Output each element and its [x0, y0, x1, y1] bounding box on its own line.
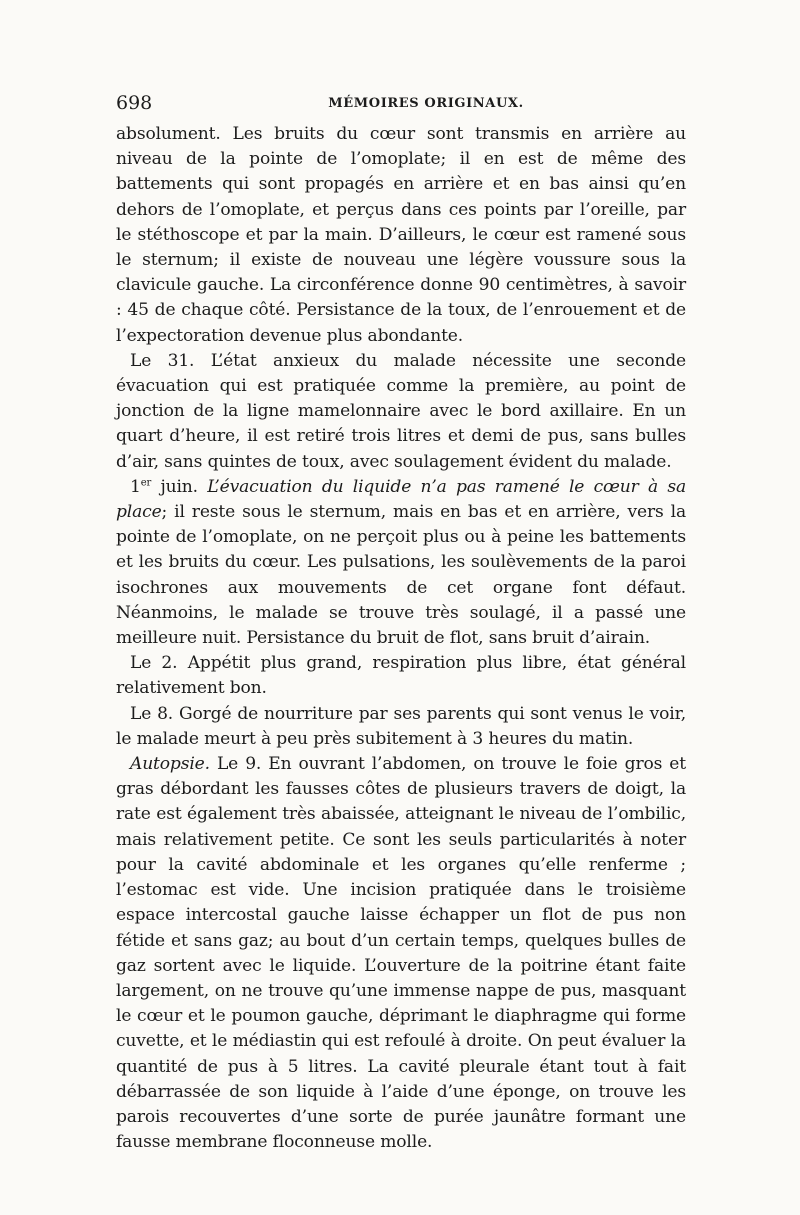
body-text — [116, 122, 686, 1155]
paragraph-le-8: Le 8. Gorgé de nourriture par ses parents qui sont venus le voir, le malade meurt à peu près subitement à 3 heures du matin. — [116, 703, 686, 749]
paragraph-continuation: absolument. Les bruits du cœur sont transmis en arrière au niveau de la pointe de l’omoplate; il en est de même des battements qui sont propagés en arrière et en bas ainsi qu’en dehors de l’omoplate, et perçus dans ces points par l’oreille, par le stéthoscope et par la main. D’ailleurs, le cœur est ramené sous le sternum; il existe de nouveau une légère voussure sous la clavicule gauche. La circonférence donne 90 centimètres, à savoir : 45 de chaque côté. Persistance de la toux, de l’enrouement et de l’expectoration devenue plus abondante. — [116, 124, 686, 346]
paragraph-le-31: Le 31. L’état anxieux du malade nécessite une seconde évacuation qui est pratiquée comme la première, au point de jonction de la ligne mamelonnaire avec le bord axillaire. En un quart d’heure, il est retiré trois litres et demi de pus, sans bulles d’air, sans quintes de toux, avec soulagement évident du malade. — [116, 350, 686, 472]
page-number: 698 — [116, 92, 153, 114]
paragraph-1er-juin — [116, 475, 686, 651]
date-superscript: er — [140, 477, 152, 489]
autopsie-label: Autopsie. — [130, 754, 210, 775]
date-day: 1 — [130, 476, 141, 497]
italic-observation: L’évacuation du liquide n’a pas ramené le cœur à sa place — [116, 476, 686, 523]
running-title: MÉMOIRES ORIGINAUX. — [328, 96, 524, 111]
paragraph-rest: ; il reste sous le sternum, mais en bas et en arrière, vers la pointe de l’omoplate, on ne perçoit plus ou à peine les battements et les bruits du cœur. Les pulsations, les soulèvements de la paroi isochrones aux mouvements de cet organe font défaut. Néanmoins, le malade se trouve très soulagé, il a passé une meilleure nuit. Persistance du bruit de flot, sans bruit d’airain. — [116, 502, 686, 649]
page-header — [116, 92, 686, 122]
paragraph-le-2: Le 2. Appétit plus grand, respiration plus libre, état général relativement bon. — [116, 653, 686, 699]
date-rest: juin. — [151, 476, 208, 497]
paragraph-autopsie — [116, 752, 686, 1155]
paragraph-rest: Le 9. En ouvrant l’abdomen, on trouve le foie gros et gras débordant les fausses côtes de plusieurs travers de doigt, la rate est également très abaissée, atteignant le niveau de l’ombilic, mais relativement petite. Ce sont les seuls particularités à noter pour la cavité abdominale et les organes qu’elle renferme ; l’estomac est vide. Une incision pratiquée dans le troisième espace intercostal gauche laisse échapper un flot de pus non fétide et sans gaz; au bout d’un certain temps, quelques bulles de gaz sortent avec le liquide. L’ouverture de la poitrine étant faite largement, on ne trouve qu’une immense nappe de pus, masquant le cœur et le poumon gauche, déprimant le diaphragme qui forme cuvette, et le médiastin qui est refoulé à droite. On peut évaluer la quantité de pus à 5 litres. La cavité pleurale étant tout à fait débarrassée de son liquide à l’aide d’une éponge, on trouve les parois recouvertes d’une sorte de purée jaunâtre formant une fausse membrane floconneuse molle. — [116, 754, 686, 1153]
book-page — [116, 92, 686, 1155]
